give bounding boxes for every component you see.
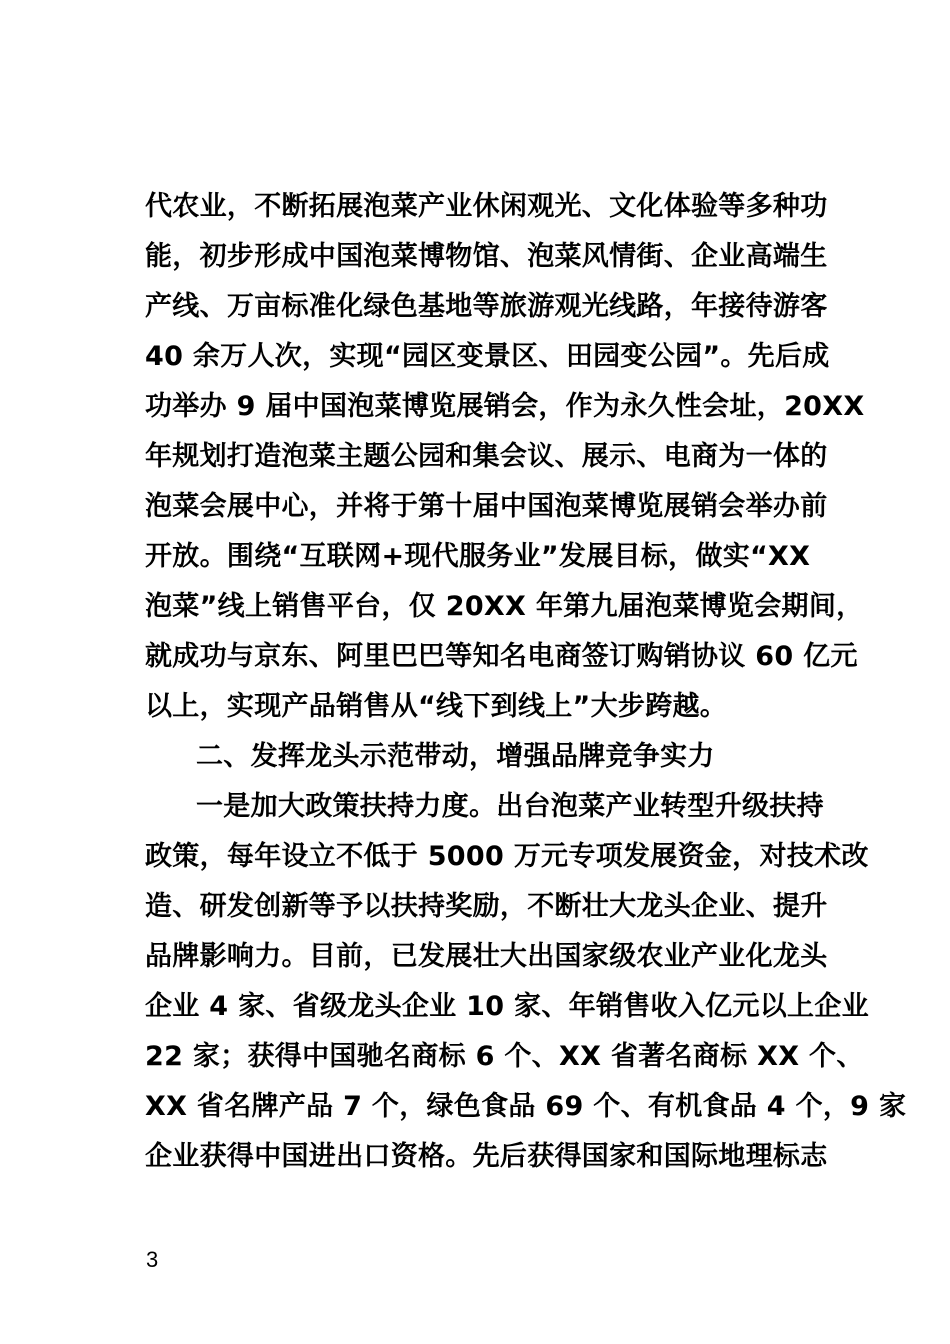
body-text-line: 开放。围绕“互联网+现代服务业”发展目标，做实“XX	[145, 541, 811, 572]
body-text-line: 40 余万人次，实现“园区变景区、田园变公园”。先后成	[145, 341, 830, 372]
body-text-line: 就成功与京东、阿里巴巴等知名电商签订购销协议 60 亿元	[145, 641, 858, 672]
body-text-line: 能，初步形成中国泡菜博物馆、泡菜风情街、企业高端生	[145, 241, 828, 272]
body-text-line: 泡菜会展中心，并将于第十届中国泡菜博览展销会举办前	[145, 491, 828, 522]
body-text-line: 企业 4 家、省级龙头企业 10 家、年销售收入亿元以上企业	[145, 991, 869, 1022]
body-text-line: XX 省名牌产品 7 个，绿色食品 69 个、有机食品 4 个，9 家	[145, 1091, 907, 1122]
body-text-line: 企业获得中国进出口资格。先后获得国家和国际地理标志	[145, 1141, 828, 1172]
body-text-line: 泡菜”线上销售平台，仅 20XX 年第九届泡菜博览会期间，	[145, 591, 864, 622]
body-text-line: 造、研发创新等予以扶持奖励，不断壮大龙头企业、提升	[145, 891, 828, 922]
body-text-line: 年规划打造泡菜主题公园和集会议、展示、电商为一体的	[145, 441, 828, 472]
body-text-line: 政策，每年设立不低于 5000 万元专项发展资金，对技术改	[145, 841, 869, 872]
body-text-line: 一是加大政策扶持力度。出台泡菜产业转型升级扶持	[196, 791, 824, 822]
body-text-line: 功举办 9 届中国泡菜博览展销会，作为永久性会址，20XX	[145, 391, 865, 422]
body-text-line: 产线、万亩标准化绿色基地等旅游观光线路，年接待游客	[145, 291, 828, 322]
body-text-line: 代农业，不断拓展泡菜产业休闲观光、文化体验等多种功	[145, 191, 828, 222]
body-text-line: 以上，实现产品销售从“线下到线上”大步跨越。	[145, 691, 728, 722]
section-heading: 二、发挥龙头示范带动，增强品牌竞争实力	[196, 741, 715, 772]
body-text-line: 22 家；获得中国驰名商标 6 个、XX 省著名商标 XX 个、	[145, 1041, 864, 1072]
body-text-line: 品牌影响力。目前，已发展壮大出国家级农业产业化龙头	[145, 941, 828, 972]
page-number: 3	[146, 1247, 159, 1272]
